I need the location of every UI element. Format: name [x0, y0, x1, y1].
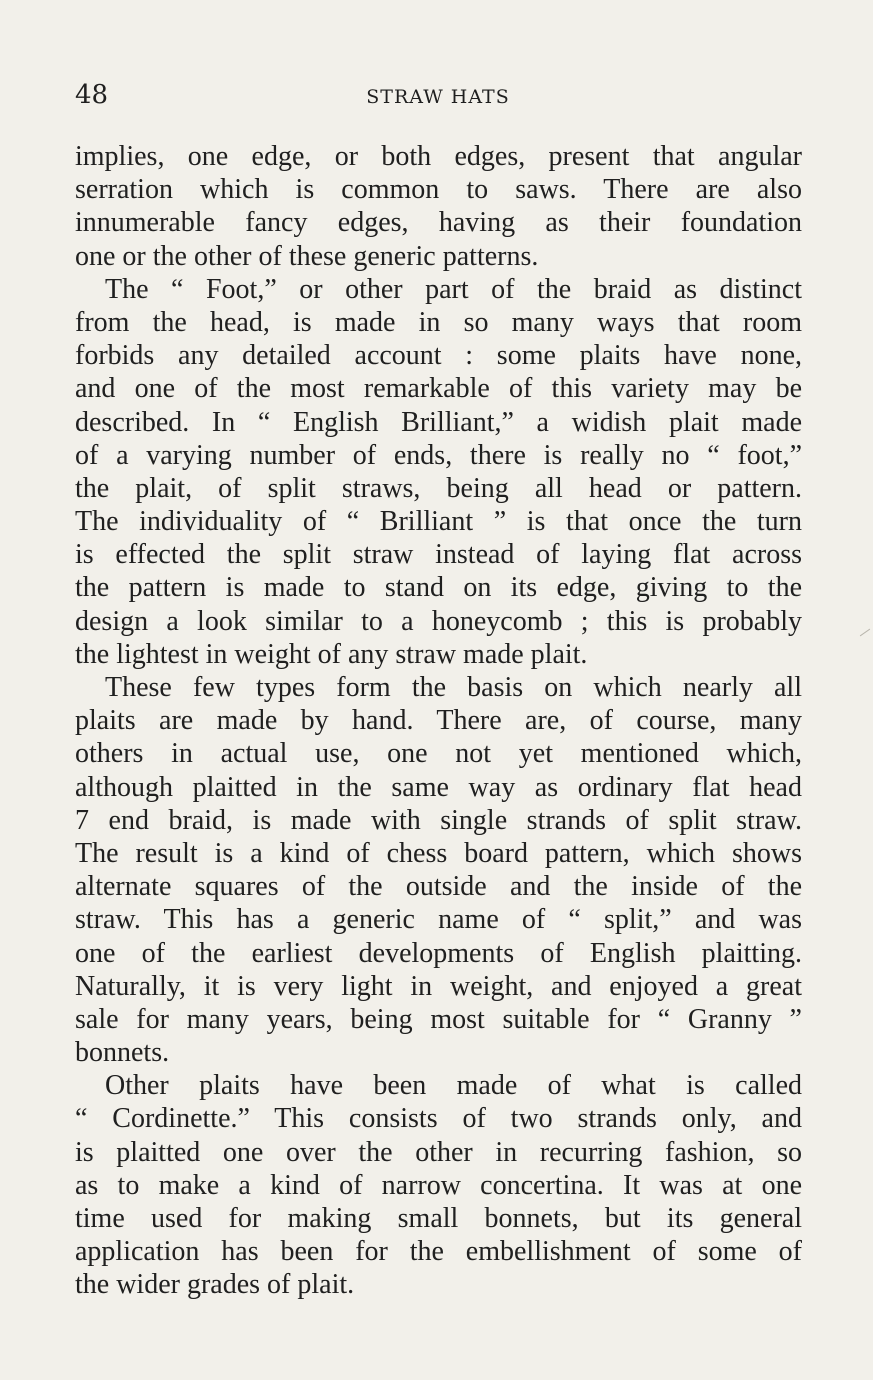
text-line: innumerable fancy edges, having as their foundation — [75, 207, 802, 239]
text-line: straw. This has a generic name of “ split,” and was — [75, 904, 802, 936]
paragraph-4 — [75, 1069, 802, 1301]
text-line: time used for making small bonnets, but its general — [75, 1203, 802, 1234]
text-line: from the head, is made in so many ways that room — [75, 306, 802, 338]
text-line: one or the other of these generic patterns. — [75, 240, 539, 272]
text-line: as to make a kind of narrow concertina. It was at one — [75, 1169, 802, 1201]
body-text — [75, 140, 802, 1302]
text-line: implies, one edge, or both edges, present that angular — [75, 141, 802, 172]
text-line: “ Cordinette.” This consists of two strands only, and — [75, 1103, 802, 1135]
page-header — [75, 78, 801, 112]
text-line: The “ Foot,” or other part of the braid as distinct — [105, 273, 802, 305]
text-line: application has been for the embellishment of some of — [75, 1236, 802, 1268]
text-line: The result is a kind of chess board pattern, which shows — [75, 837, 802, 869]
paragraph-3 — [75, 671, 802, 1069]
text-line: sale for many years, being most suitable for “ Granny ” — [75, 1003, 802, 1035]
text-line: These few types form the basis on which nearly all — [105, 672, 802, 703]
text-line: the pattern is made to stand on its edge, giving to the — [75, 572, 802, 604]
text-line: design a look similar to a honeycomb ; this is probably — [75, 605, 802, 637]
text-line: 7 end braid, is made with single strands of split straw. — [75, 804, 802, 836]
text-line: others in actual use, one not yet mentioned which, — [75, 738, 802, 770]
margin-mark — [860, 629, 870, 637]
text-line: alternate squares of the outside and the inside of the — [75, 871, 802, 903]
text-line: plaits are made by hand. There are, of course, many — [75, 705, 802, 737]
text-line: of a varying number of ends, there is really no “ foot,” — [75, 439, 802, 471]
text-line: the plait, of split straws, being all head or pattern. — [75, 472, 802, 504]
text-line: serration which is common to saws. There are also — [75, 174, 802, 206]
text-line: the lightest in weight of any straw made plait. — [75, 638, 588, 670]
page-number: 48 — [75, 80, 109, 110]
text-line: The individuality of “ Brilliant ” is that once the turn — [75, 506, 802, 538]
text-line: is plaitted one over the other in recurring fashion, so — [75, 1136, 802, 1168]
text-line: one of the earliest developments of English plaitting. — [75, 937, 802, 969]
text-line: the wider grades of plait. — [75, 1269, 355, 1301]
text-line: although plaitted in the same way as ordinary flat head — [75, 771, 802, 803]
running-title: STRAW HATS — [366, 86, 510, 108]
text-line: and one of the most remarkable of this variety may be — [75, 373, 802, 405]
text-line: bonnets. — [75, 1037, 170, 1069]
paragraph-2 — [75, 273, 802, 671]
text-line: Naturally, it is very light in weight, and enjoyed a great — [75, 970, 802, 1002]
paragraph-1 — [75, 140, 802, 273]
text-line: Other plaits have been made of what is called — [105, 1070, 802, 1102]
text-line: described. In “ English Brilliant,” a widish plait made — [75, 406, 802, 438]
text-line: forbids any detailed account : some plaits have none, — [75, 340, 802, 372]
text-line: is effected the split straw instead of laying flat across — [75, 539, 802, 571]
